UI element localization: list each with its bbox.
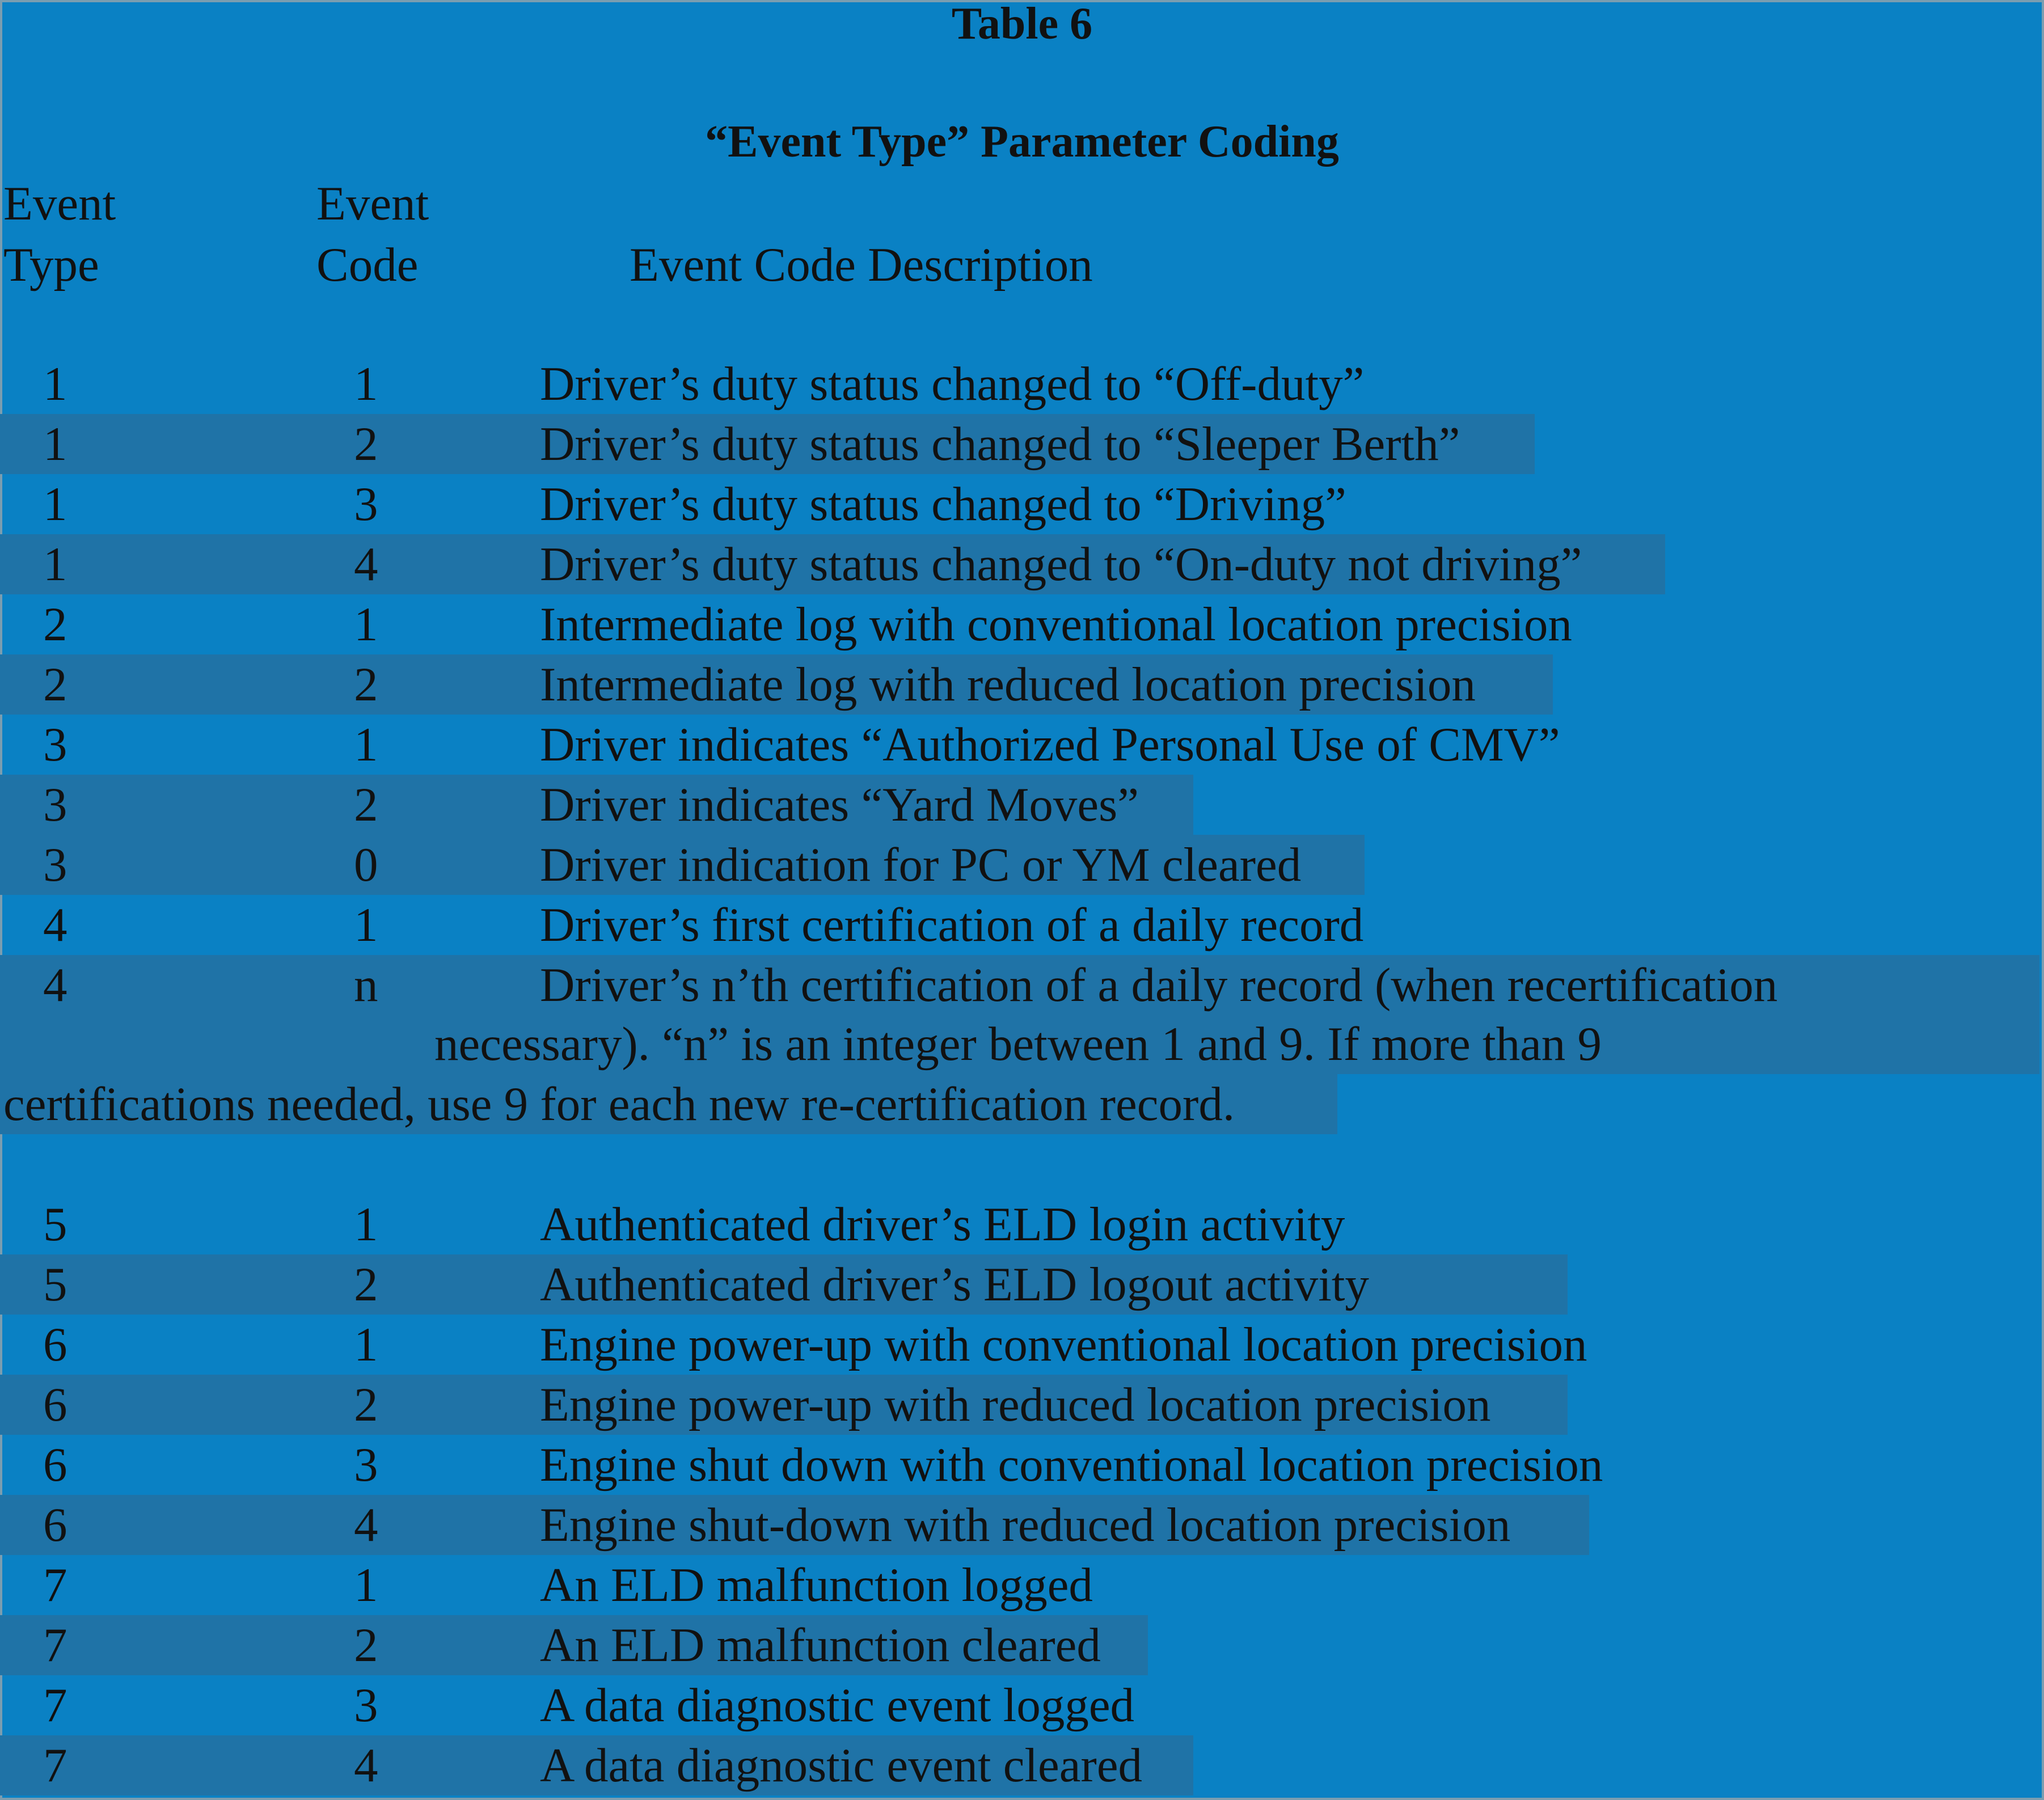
event-type-cell: 5	[43, 1258, 67, 1311]
event-type-cell: 7	[43, 1679, 67, 1732]
event-description-cell: Intermediate log with reduced location precision	[540, 658, 1476, 711]
event-type-cell: 6	[43, 1438, 67, 1491]
event-code-cell: 1	[354, 357, 378, 411]
event-code-cell: 0	[354, 838, 378, 891]
event-type-cell: 3	[43, 838, 67, 891]
header-event-type-line2: Type	[3, 238, 99, 291]
header-event-code-line1: Event	[316, 177, 429, 230]
event-type-cell: 2	[43, 598, 67, 651]
event-code-cell: 2	[354, 417, 378, 471]
event-type-cell: 6	[43, 1318, 67, 1371]
event-type-cell: 1	[43, 417, 67, 471]
table-title: Table 6	[951, 0, 1093, 49]
event-code-cell: 1	[354, 898, 378, 952]
event-description-cell: A data diagnostic event cleared	[540, 1739, 1143, 1792]
event-code-cell: 2	[354, 1378, 378, 1431]
event-type-cell: 1	[43, 357, 67, 411]
header-event-description: Event Code Description	[630, 238, 1093, 291]
event-code-cell: 2	[354, 778, 378, 831]
event-code-cell: 2	[354, 658, 378, 711]
event-code-cell: 1	[354, 718, 378, 771]
event-code-cell: 4	[354, 1498, 378, 1552]
event-description-cell: Driver indication for PC or YM cleared	[540, 838, 1302, 891]
event-description-cell: Driver’s n’th certification of a daily record (when recertification	[540, 958, 1778, 1012]
event-code-cell: n	[354, 958, 378, 1012]
event-code-cell: 4	[354, 1739, 378, 1792]
event-description-cell: Driver indicates “Authorized Personal Use of CMV”	[540, 718, 1560, 771]
event-type-cell: 1	[43, 538, 67, 591]
event-code-cell: 1	[354, 1318, 378, 1371]
event-code-cell: 1	[354, 1558, 378, 1612]
event-description-cell: Driver’s duty status changed to “Off-duty”	[540, 357, 1365, 411]
event-description-cell: An ELD malfunction logged	[540, 1558, 1093, 1612]
event-code-cell: 2	[354, 1258, 378, 1311]
event-code-cell: 1	[354, 598, 378, 651]
event-type-cell: 4	[43, 958, 67, 1012]
event-code-cell: 3	[354, 1679, 378, 1732]
event-description-cell: Engine power-up with reduced location precision	[540, 1378, 1491, 1431]
header-event-code-line2: Code	[316, 238, 419, 291]
event-type-cell: 1	[43, 478, 67, 531]
event-code-cell: 3	[354, 478, 378, 531]
event-type-cell: 7	[43, 1619, 67, 1672]
event-type-cell: 5	[43, 1198, 67, 1251]
event-type-cell: 7	[43, 1739, 67, 1792]
event-code-cell: 4	[354, 538, 378, 591]
event-description-cell: Driver’s duty status changed to “On-duty not driving”	[540, 538, 1582, 591]
continuation-line-3: certifications needed, use 9 for each new re-certification record.	[3, 1078, 1235, 1131]
event-description-cell: Driver’s duty status changed to “Driving”	[540, 478, 1346, 531]
event-description-cell: Intermediate log with conventional location precision	[540, 598, 1572, 651]
event-type-cell: 6	[43, 1498, 67, 1552]
continuation-line-2: necessary). “n” is an integer between 1 and 9. If more than 9	[434, 1017, 1602, 1071]
event-code-cell: 3	[354, 1438, 378, 1491]
event-description-cell: Driver’s first certification of a daily record	[540, 898, 1364, 952]
event-description-cell: Engine shut-down with reduced location precision	[540, 1498, 1511, 1552]
event-description-cell: Engine shut down with conventional location precision	[540, 1438, 1603, 1491]
event-code-cell: 1	[354, 1198, 378, 1251]
event-type-cell: 4	[43, 898, 67, 952]
event-description-cell: Driver’s duty status changed to “Sleeper Berth”	[540, 417, 1460, 471]
event-description-cell: An ELD malfunction cleared	[540, 1619, 1101, 1672]
event-description-cell: A data diagnostic event logged	[540, 1679, 1135, 1732]
header-event-type-line1: Event	[3, 177, 116, 230]
event-description-cell: Authenticated driver’s ELD logout activity	[540, 1258, 1369, 1311]
event-code-cell: 2	[354, 1619, 378, 1672]
event-description-cell: Driver indicates “Yard Moves”	[540, 778, 1139, 831]
event-description-cell: Engine power-up with conventional location precision	[540, 1318, 1587, 1371]
event-type-cell: 7	[43, 1558, 67, 1612]
event-description-cell: Authenticated driver’s ELD login activity	[540, 1198, 1345, 1251]
event-type-cell: 6	[43, 1378, 67, 1431]
event-type-cell: 3	[43, 778, 67, 831]
event-type-cell: 2	[43, 658, 67, 711]
table-subtitle: “Event Type” Parameter Coding	[705, 117, 1339, 167]
event-type-cell: 3	[43, 718, 67, 771]
